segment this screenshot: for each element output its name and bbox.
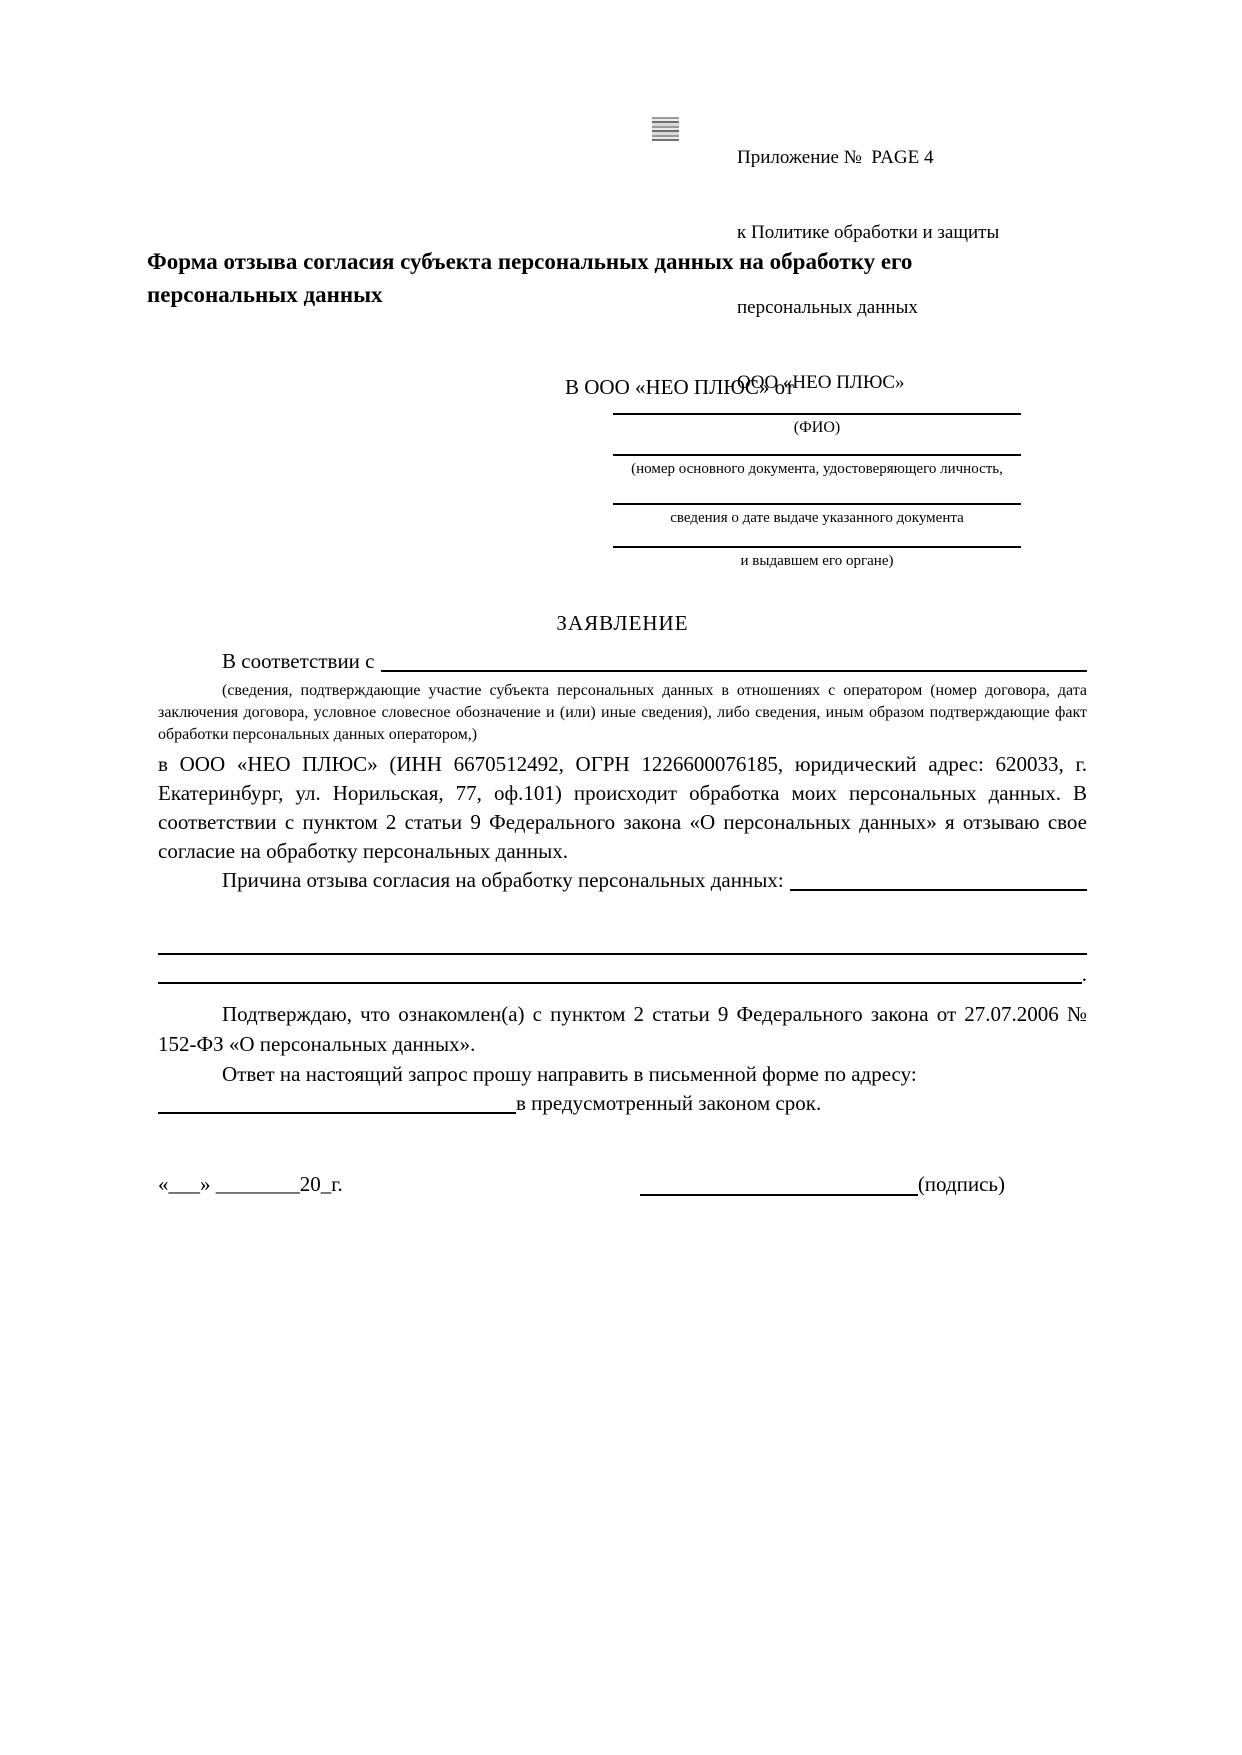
appendix-line-4: ООО «НЕО ПЛЮС» xyxy=(737,372,905,393)
statement-body: в ООО «НЕО ПЛЮС» (ИНН 6670512492, ОГРН 1226600076185, юридический адрес: 620033, г. Екатеринбург, ул. Норильская, 77, оф.101) происходит обработка моих персональных данных. В соответствии с пунктом 2 статьи 9 Федерального закона «О персональных данных» я отзываю свое согласие на обработку персональных данных. xyxy=(158,752,1087,863)
intro-line xyxy=(158,647,1087,676)
addressee-line: В ООО «НЕО ПЛЮС» от xyxy=(565,375,795,399)
document-number-field xyxy=(613,454,1021,479)
address-fill-line[interactable] xyxy=(158,1112,516,1114)
date-blank[interactable]: «___» ________20_г. xyxy=(158,1172,343,1196)
issuing-authority-caption: и выдавшем его органе) xyxy=(740,553,894,569)
signature-group xyxy=(640,1170,1005,1199)
reason-blank-row-1 xyxy=(158,929,1087,958)
document-number-fill-line[interactable] xyxy=(613,454,1021,456)
agreement-details-fill-line[interactable] xyxy=(381,670,1088,672)
issuing-authority-fill-line[interactable] xyxy=(613,546,1021,548)
appendix-line-3: персональных данных xyxy=(737,297,918,318)
fio-caption: (ФИО) xyxy=(793,419,841,436)
issuing-authority-field xyxy=(613,546,1021,571)
response-address-line xyxy=(158,1089,1087,1118)
document-title: Форма отзыва согласия субъекта персональных данных на обработку его персональных данных xyxy=(147,249,913,307)
statement-heading: ЗАЯВЛЕНИЕ xyxy=(556,611,689,635)
appendix-block xyxy=(737,95,1087,445)
issue-date-fill-line[interactable] xyxy=(613,503,1021,505)
response-suffix: в предусмотренный законом срок. xyxy=(516,1091,822,1115)
reason-fill-line[interactable] xyxy=(790,889,1087,891)
fine-print-note: (сведения, подтверждающие участие субъекта персональных данных в отношениях с оператором (номер договора, дата заключения договора, условное словесное обозначение и (или) иные сведения), либо сведения, иным образом подтверждающие факт обработки персональных данных оператором,) xyxy=(158,682,1087,743)
signature-fill-line[interactable] xyxy=(640,1194,918,1196)
reason-line xyxy=(158,866,1087,895)
intro-prefix: В соответствии с xyxy=(222,649,375,673)
response-request-paragraph: Ответ на настоящий запрос прошу направить в письменной форме по адресу: xyxy=(222,1062,917,1086)
reason-label: Причина отзыва согласия на обработку персональных данных: xyxy=(222,868,784,892)
issue-date-field xyxy=(613,503,1021,528)
appendix-line-1: Приложение № PAGE 4 xyxy=(737,147,934,168)
date-signature-row xyxy=(158,1170,1087,1199)
reason-fill-line-3[interactable] xyxy=(158,982,1082,984)
issue-date-caption: сведения о дате выдаче указанного документа xyxy=(670,510,964,526)
document-number-caption: (номер основного документа, удостоверяющего личность, xyxy=(631,461,1003,477)
signature-caption: (подпись) xyxy=(917,1172,1005,1196)
line-terminator: . xyxy=(1081,962,1087,986)
appendix-line-2: к Политике обработки и защиты xyxy=(737,222,1000,243)
reason-fill-line-2[interactable] xyxy=(158,953,1087,955)
striped-placeholder-icon xyxy=(652,117,679,141)
reason-blank-row-2 xyxy=(158,958,1087,987)
confirmation-paragraph: Подтверждаю, что ознакомлен(а) с пунктом 2 статьи 9 Федерального закона от 27.07.2006 № 152-ФЗ «О персональных данных». xyxy=(158,1002,1087,1056)
